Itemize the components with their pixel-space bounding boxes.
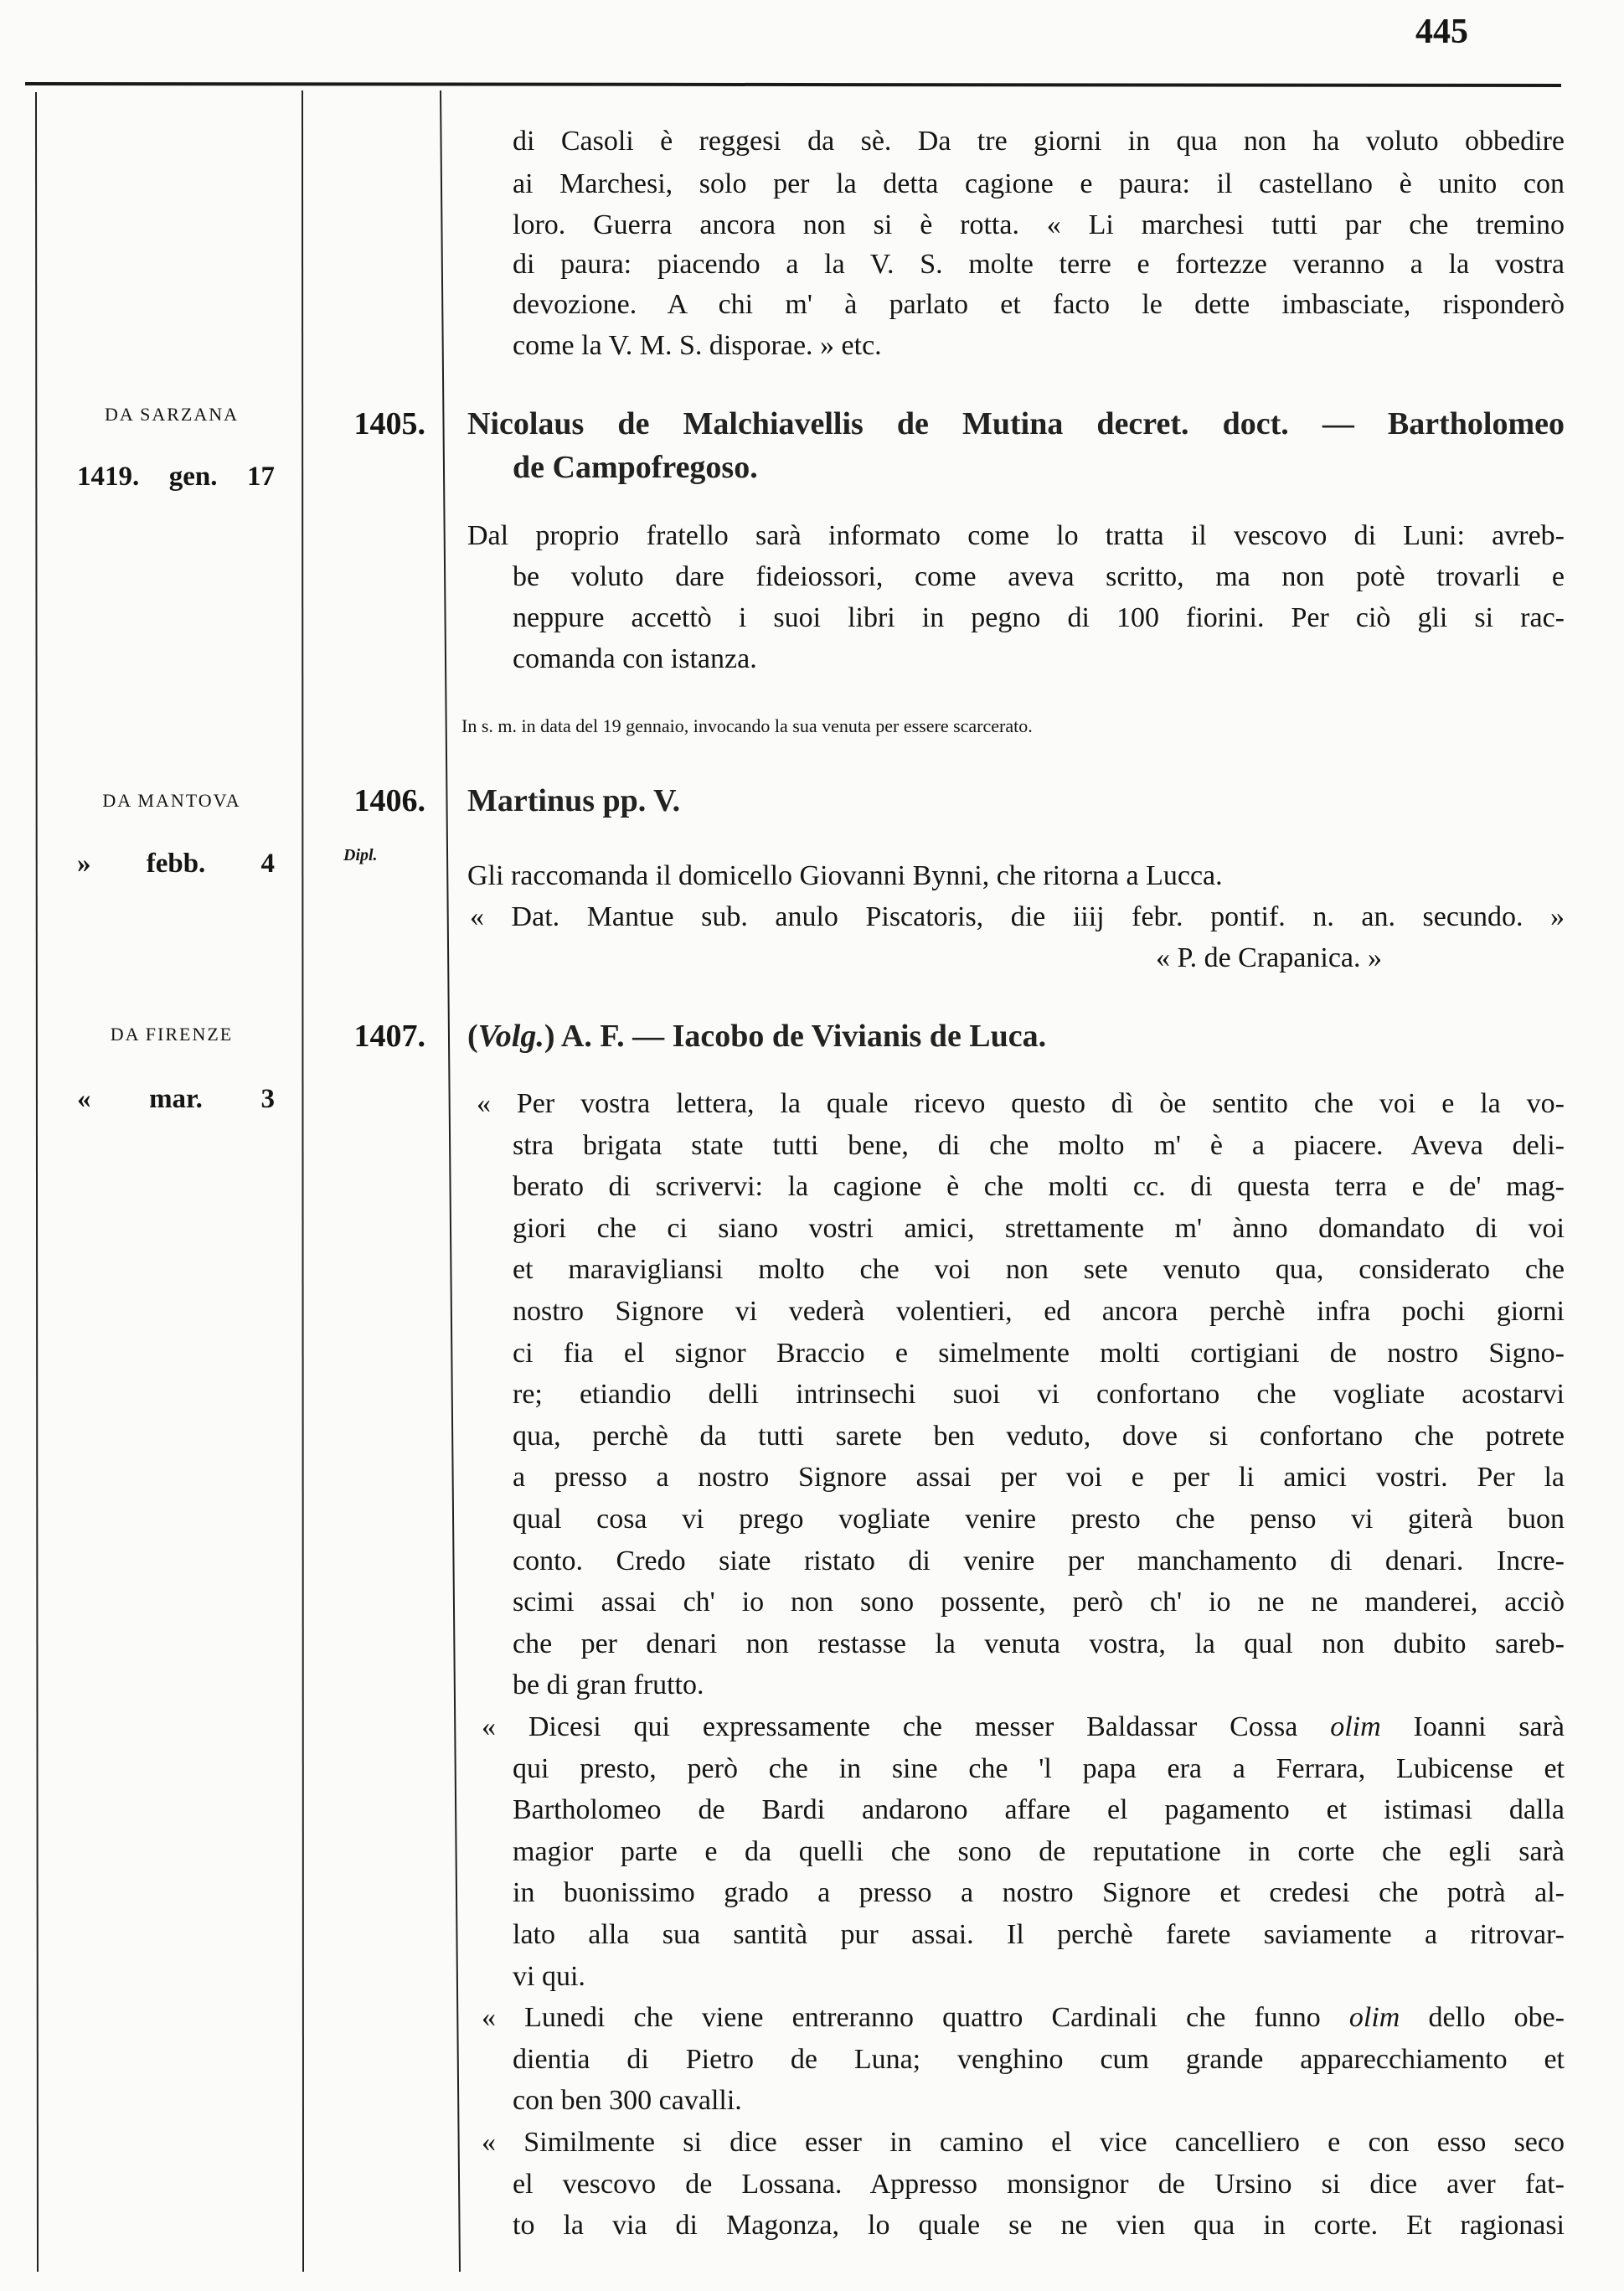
body-line: Bartholomeo de Bardi andarono affare el pagamento et istimasi dalla <box>513 1794 1565 1825</box>
continuation-line: loro. Guerra ancora non si è rotta. « Li marchesi tutti par che tremino <box>513 209 1565 240</box>
column-rule-number <box>441 90 460 2272</box>
body-line: scimi assai ch' io non sono possente, però ch' io ne ne manderei, acciò <box>513 1587 1565 1618</box>
text-segment: « Dicesi qui expressamente che messer Baldassar Cossa <box>482 1711 1331 1742</box>
continuation-line: devozione. A chi m' à parlato et facto le dette imbasciate, risponderò <box>513 289 1565 320</box>
body-line: qua, perchè da tutti sarete ben veduto, dove si confortano che potrete <box>513 1421 1565 1452</box>
body-line: be di gran frutto. <box>513 1669 704 1700</box>
body-line: comanda con istanza. <box>513 643 757 674</box>
continuation-line: ai Marchesi, solo per la detta cagione e paura: il castellano è unito con <box>513 168 1565 199</box>
entry-date <box>77 845 275 882</box>
body-line: in buonissimo grado a presso a nostro Signore et credesi che potrà al- <box>513 1877 1565 1908</box>
text-segment: « Lunedi che viene entreranno quattro Cardinali che funno <box>482 2002 1349 2033</box>
page-number: 445 <box>1415 13 1468 51</box>
date-marker: 1419. <box>77 462 140 492</box>
body-line: qual cosa vi prego vogliate venire presto che penso vi giterà buon <box>513 1504 1565 1535</box>
body-line: Dal proprio fratello sarà informato come lo tratta il vescovo di Luni: avreb- <box>467 520 1565 551</box>
place-label: DA SARZANA <box>105 404 239 425</box>
body-line <box>482 1998 1565 2038</box>
body-line: nostro Signore vi vederà volentieri, ed ancora perchè infra pochi giorni <box>513 1296 1565 1327</box>
text-segment: Ioanni sarà <box>1380 1711 1565 1742</box>
date-marker: » <box>77 849 91 879</box>
date-day: 17 <box>247 462 275 492</box>
diploma-marker: Dipl. <box>343 846 378 864</box>
body-line: neppure accettò i suoi libri in pegno di 100 fiorini. Per ciò gli si rac- <box>513 602 1565 633</box>
entry-date <box>77 1081 275 1117</box>
entry-date <box>77 458 275 495</box>
body-line: a presso a nostro Signore assai per voi e per li amici vostri. Per la <box>513 1462 1565 1493</box>
text-segment: ( <box>467 1019 478 1054</box>
top-rule <box>25 84 1561 85</box>
body-line: et maravigliansi molto che voi non sete venuto qua, considerato che <box>513 1254 1565 1285</box>
date-day: 3 <box>260 1084 275 1114</box>
entry-number: 1405. <box>353 406 425 441</box>
body-line: che per denari non restasse la venuta vostra, la qual non dubito sareb- <box>513 1628 1565 1659</box>
body-line: vi qui. <box>513 1961 585 1992</box>
place-label: DA MANTOVA <box>102 790 241 811</box>
body-line: dientia di Pietro de Luna; venghino cum grande apparecchiamento et <box>513 2044 1565 2075</box>
date-day: 4 <box>260 849 275 879</box>
body-line: lato alla sua santità pur assai. Il perchè farete saviamente a ritrovar- <box>513 1919 1565 1950</box>
entry-heading: Martinus pp. V. <box>467 783 681 818</box>
date-month: gen. <box>168 462 218 492</box>
continuation-line: di Casoli è reggesi da sè. Da tre giorni in qua non ha voluto obbedire <box>513 126 1565 157</box>
body-line: to la via di Magonza, lo quale se ne vien qua in corte. Et ragionasi <box>513 2210 1565 2241</box>
body-line: « Similmente si dice esser in camino el vice cancelliero e con esso seco <box>482 2127 1565 2158</box>
italic-text: olim <box>1348 2002 1400 2033</box>
entry-number: 1407. <box>353 1019 425 1054</box>
entry-heading <box>467 1016 1565 1056</box>
entry-heading: de Campofregoso. <box>513 450 758 485</box>
entry-number: 1406. <box>353 783 425 818</box>
continuation-line: come la V. M. S. disporae. » etc. <box>513 330 882 361</box>
body-line: « Per vostra lettera, la quale ricevo questo dì òe sentito che voi e la vo- <box>477 1088 1565 1119</box>
italic-text: olim <box>1330 1711 1381 1742</box>
footnote: In s. m. in data del 19 gennaio, invocando la sua venuta per essere scarcerato. <box>461 715 1033 736</box>
datum-line: « Dat. Mantue sub. anulo Piscatoris, die iiij febr. pontif. n. an. secundo. » <box>470 901 1565 932</box>
body-line: stra brigata state tutti bene, di che molto m' è a piacere. Aveva deli- <box>513 1130 1565 1161</box>
text-segment: dello obe- <box>1400 2002 1565 2033</box>
date-month: mar. <box>149 1084 203 1114</box>
italic-text: Volg. <box>477 1019 544 1054</box>
date-marker: « <box>77 1084 91 1114</box>
body-line: el vescovo de Lossana. Appresso monsignor de Ursino si dice aver fat- <box>513 2169 1565 2200</box>
text-segment: ) A. F. — Iacobo de Vivianis de Luca. <box>544 1019 1047 1054</box>
column-rule-date <box>302 90 303 2272</box>
body-line: be voluto dare fideiossori, come aveva scritto, ma non potè trovarli e <box>513 561 1565 592</box>
body-line: con ben 300 cavalli. <box>513 2085 742 2116</box>
body-line: re; etiandio delli intrinsechi suoi vi confortano che vogliate acostarvi <box>513 1379 1565 1410</box>
body-line: conto. Credo siate ristato di venire per manchamento di denari. Incre- <box>513 1545 1565 1576</box>
body-line <box>482 1707 1565 1747</box>
continuation-line: di paura: piacendo a la V. S. molte terre e fortezze veranno a la vostra <box>513 249 1565 280</box>
body-line: magior parte e da quelli che sono de reputatione in corte che egli sarà <box>513 1836 1565 1867</box>
body-line: Gli raccomanda il domicello Giovanni Bynni, che ritorna a Lucca. <box>467 860 1223 891</box>
body-line: ci fia el signor Braccio e simelmente molti cortigiani de nostro Signo- <box>513 1338 1565 1369</box>
body-line: berato di scrivervi: la cagione è che molti cc. di questa terra e de' mag- <box>513 1171 1565 1202</box>
date-month: febb. <box>146 849 206 879</box>
place-label: DA FIRENZE <box>110 1024 234 1045</box>
column-rule-left <box>36 92 38 2272</box>
body-line: giori che ci siano vostri amici, strettamente m' ànno domandato di voi <box>513 1213 1565 1244</box>
signature: « P. de Crapanica. » <box>1155 942 1382 973</box>
entry-heading: Nicolaus de Malchiavellis de Mutina decret. doct. — Bartholomeo <box>467 406 1565 441</box>
body-line: qui presto, però che in sine che 'l papa era a Ferrara, Lubicense et <box>513 1753 1565 1784</box>
